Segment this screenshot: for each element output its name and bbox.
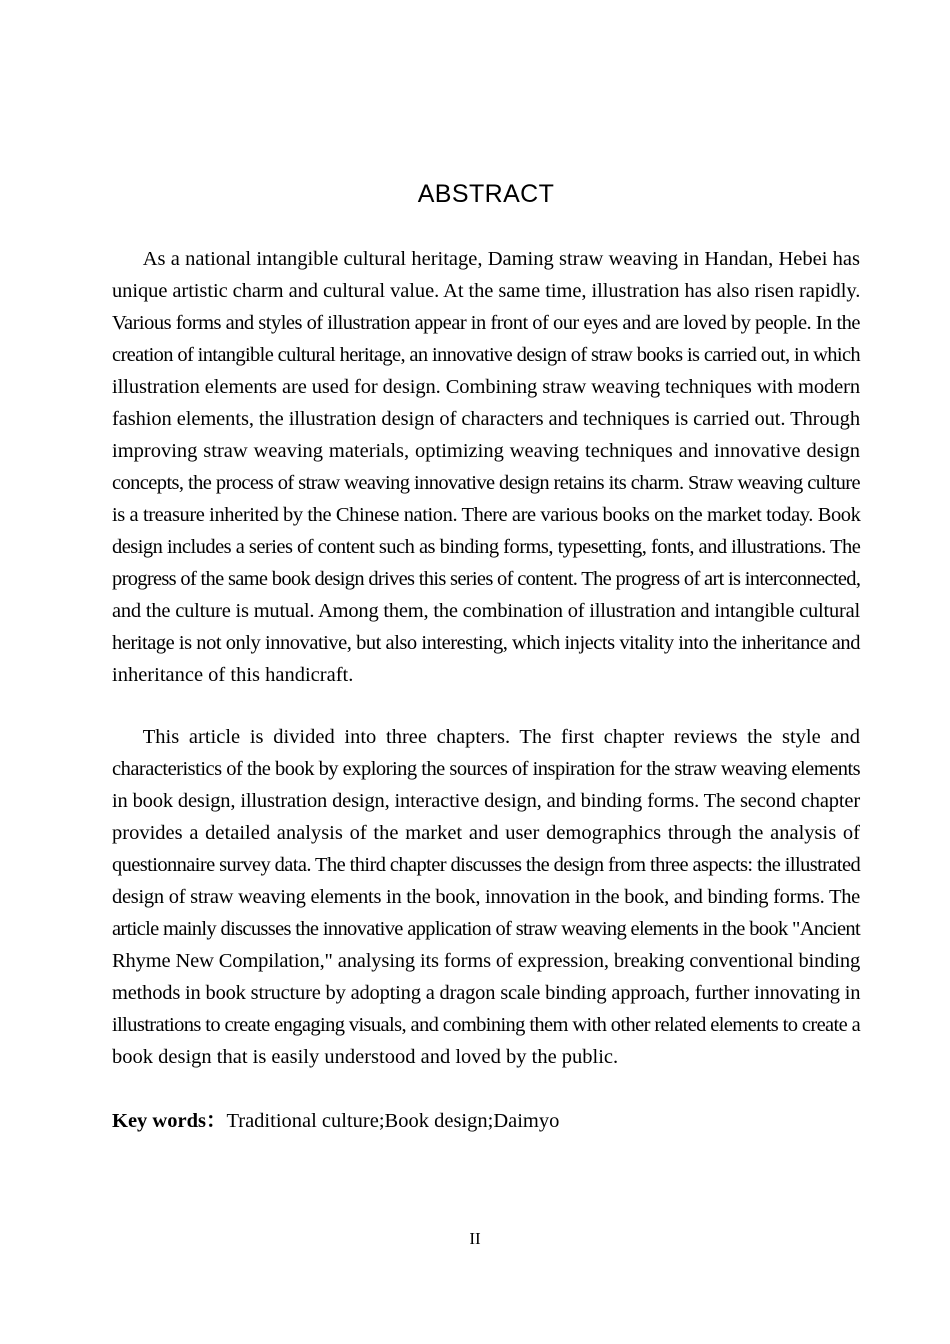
text-line: inheritance of this handicraft. [112, 664, 354, 686]
text-line: questionnaire survey data. The third chapter discusses the design from three aspects: the illustrated [112, 854, 861, 876]
text-line: Rhyme New Compilation," analysing its forms of expression, breaking conventional binding [112, 950, 861, 972]
keywords-value: Traditional culture;Book design;Daimyo [226, 1110, 560, 1132]
text-line: book design that is easily understood and loved by the public. [112, 1046, 619, 1068]
text-line: improving straw weaving materials, optimizing weaving techniques and innovative design [112, 440, 860, 462]
abstract-paragraph-1 [112, 243, 860, 691]
abstract-paragraph-2 [112, 721, 860, 1073]
page-title: ABSTRACT [417, 180, 555, 208]
text-line: design of straw weaving elements in the book, innovation in the book, and binding forms. The [112, 886, 860, 908]
text-line: fashion elements, the illustration design of characters and techniques is carried out. Through [112, 408, 860, 430]
text-line: illustration elements are used for design. Combining straw weaving techniques with modern [112, 376, 861, 398]
text-line: in book design, illustration design, interactive design, and binding forms. The second chapter [112, 790, 860, 812]
text-line: This article is divided into three chapters. The first chapter reviews the style and [112, 726, 860, 748]
text-line: provides a detailed analysis of the market and user demographics through the analysis of [112, 822, 860, 844]
text-line: illustrations to create engaging visuals, and combining them with other related elements to create a [112, 1014, 861, 1036]
text-line: and the culture is mutual. Among them, the combination of illustration and intangible cultural [112, 600, 861, 622]
text-line: As a national intangible cultural heritage, Daming straw weaving in Handan, Hebei has [112, 248, 860, 270]
text-line: is a treasure inherited by the Chinese nation. There are various books on the market today. Book [112, 504, 861, 526]
text-line: progress of the same book design drives this series of content. The progress of art is interconnected, [112, 568, 861, 590]
text-line: heritage is not only innovative, but also interesting, which injects vitality into the inheritance and [112, 632, 860, 654]
text-line: article mainly discusses the innovative application of straw weaving elements in the book "Ancient [112, 918, 860, 940]
text-line: design includes a series of content such as binding forms, typesetting, fonts, and illustrations. The [112, 536, 861, 558]
text-line: creation of intangible cultural heritage, an innovative design of straw books is carried out, in which [112, 344, 860, 366]
keywords-label: Key words [112, 1110, 206, 1132]
text-line: characteristics of the book by exploring the sources of inspiration for the straw weaving elements [112, 758, 861, 780]
page-number: II [469, 1229, 481, 1248]
text-line: methods in book structure by adopting a dragon scale binding approach, further innovating in [112, 982, 861, 1004]
text-line: unique artistic charm and cultural value. At the same time, illustration has also risen rapidly. [112, 280, 861, 302]
keywords-colon: ： [205, 1110, 227, 1132]
text-line: Various forms and styles of illustration appear in front of our eyes and are loved by people. In the [112, 312, 860, 334]
text-line: concepts, the process of straw weaving innovative design retains its charm. Straw weaving culture [112, 472, 860, 494]
keywords-line [112, 1105, 860, 1137]
